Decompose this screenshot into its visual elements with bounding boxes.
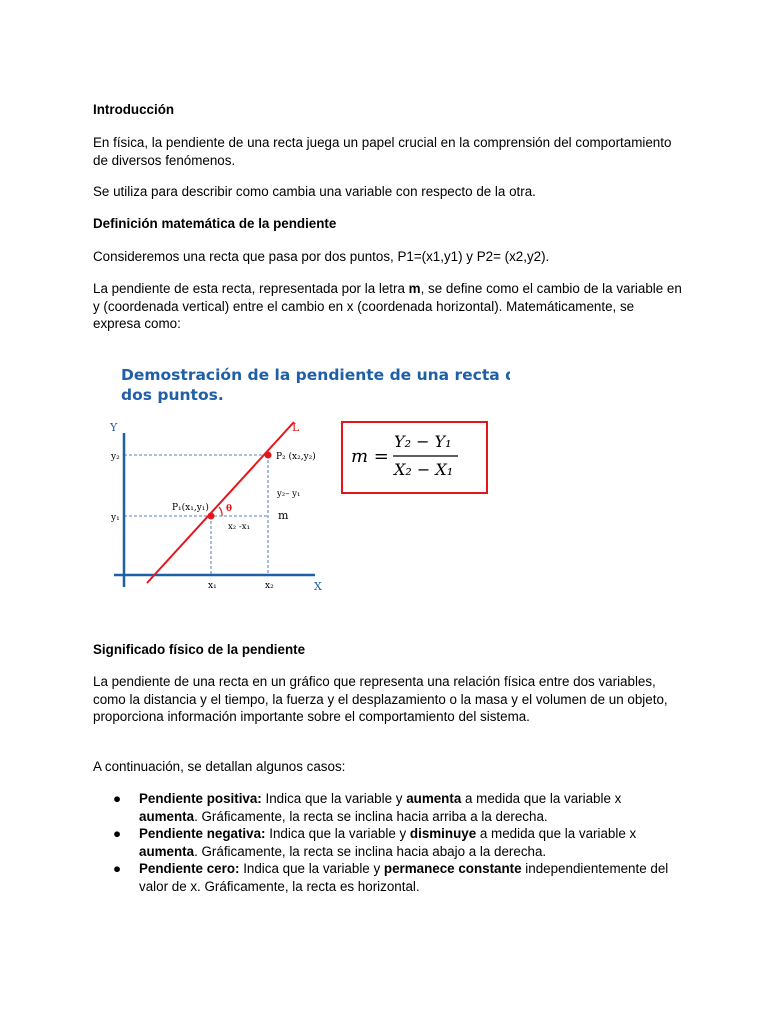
definition-letter-m: m bbox=[408, 281, 421, 296]
definition-paragraph-1: Consideremos una recta que pasa por dos puntos, P1=(x1,y1) y P2= (x2,y2). bbox=[93, 249, 550, 264]
dx-label: x₂ -x₁ bbox=[228, 522, 250, 532]
line-l bbox=[147, 422, 294, 583]
case-text: a medida que la variable x bbox=[476, 826, 637, 841]
p2-label: P₂ (x₂,y₂) bbox=[276, 452, 316, 462]
case-bold: aumenta bbox=[139, 808, 195, 824]
meaning-heading: Significado físico de la pendiente bbox=[93, 642, 306, 657]
bullet: ● bbox=[113, 826, 122, 841]
case-text: Indica que la variable y bbox=[261, 791, 407, 806]
formula-lhs: m = bbox=[351, 446, 389, 467]
list-item bbox=[93, 790, 683, 825]
cases-list bbox=[93, 790, 683, 895]
list-item bbox=[93, 825, 683, 860]
bullet: ● bbox=[113, 791, 122, 806]
p1-label: P₁(x₁,y₁) bbox=[172, 503, 209, 513]
intro-heading: Introducción bbox=[93, 102, 175, 117]
case-text: Indica que la variable y bbox=[239, 861, 384, 876]
meaning-paragraph-1: La pendiente de una recta en un gráfico que representa una relación física entre dos variables, como la distancia y el tiempo, la fuerza y el desplazamiento o la masa y el volumen de un objeto, proporciona información importante sobre el comportamiento del sistema. bbox=[93, 674, 668, 724]
figure-title-line-2: dos puntos. bbox=[121, 386, 224, 404]
figure-title-line-1: Demostración de la pendiente de una recta dado bbox=[121, 366, 510, 384]
intro-paragraph-1: En física, la pendiente de una recta juega un papel crucial en la comprensión del comportamiento de diversos fenómenos. bbox=[93, 135, 672, 168]
case-text: independientemente del valor de x. Gráficamente, la recta es horizontal. bbox=[139, 861, 669, 894]
formula-numerator: Y₂ − Y₁ bbox=[394, 432, 452, 451]
theta-label: θ bbox=[226, 504, 233, 514]
y2-tick-label: y₂ bbox=[111, 452, 120, 462]
bullet: ● bbox=[113, 861, 122, 876]
intro-paragraph-2: Se utiliza para describir como cambia una variable con respecto de la otra. bbox=[93, 184, 536, 199]
meaning-paragraph-2: A continuación, se detallan algunos casos: bbox=[93, 759, 346, 774]
definition-text-a: La pendiente de esta recta, representada por la letra bbox=[93, 281, 409, 296]
slope-figure bbox=[110, 355, 510, 605]
y-axis-label: Y bbox=[110, 421, 118, 434]
formula-denominator: X₂ − X₁ bbox=[394, 460, 454, 479]
point-p2 bbox=[265, 452, 272, 459]
slope-diagram bbox=[110, 355, 510, 600]
case-text: . Gráficamente, la recta se inclina hacia abajo a la derecha. bbox=[194, 843, 547, 859]
case-label: Pendiente negativa: bbox=[139, 826, 266, 841]
definition-heading: Definición matemática de la pendiente bbox=[93, 216, 337, 231]
m-label: m bbox=[278, 509, 289, 522]
case-label: Pendiente cero: bbox=[139, 861, 240, 876]
line-l-label: L bbox=[292, 421, 300, 434]
x2-tick-label: x₂ bbox=[265, 581, 274, 591]
case-text: . Gráficamente, la recta se inclina hacia arriba a la derecha. bbox=[194, 808, 548, 824]
case-text: Indica que la variable y bbox=[265, 826, 410, 841]
case-bold: aumenta bbox=[406, 791, 462, 806]
case-bold: permanece constante bbox=[383, 861, 522, 876]
case-bold: disminuye bbox=[409, 826, 477, 841]
angle-arc bbox=[219, 507, 222, 516]
x1-tick-label: x₁ bbox=[208, 581, 217, 591]
list-item bbox=[93, 860, 683, 895]
case-label: Pendiente positiva: bbox=[139, 791, 262, 806]
point-p1 bbox=[208, 513, 215, 520]
case-text: a medida que la variable x bbox=[461, 791, 622, 806]
definition-paragraph-2 bbox=[93, 280, 683, 333]
y1-tick-label: y₁ bbox=[111, 513, 120, 523]
case-bold: aumenta bbox=[139, 843, 195, 859]
x-axis-label: X bbox=[314, 580, 322, 593]
dy-label: y₂– y₁ bbox=[277, 489, 301, 499]
definition-text-b: , se define como el cambio de la variable en y (coordenada vertical) entre el cambio en x (coordenada horizontal). Matemáticamente, se expresa como: bbox=[93, 281, 682, 331]
